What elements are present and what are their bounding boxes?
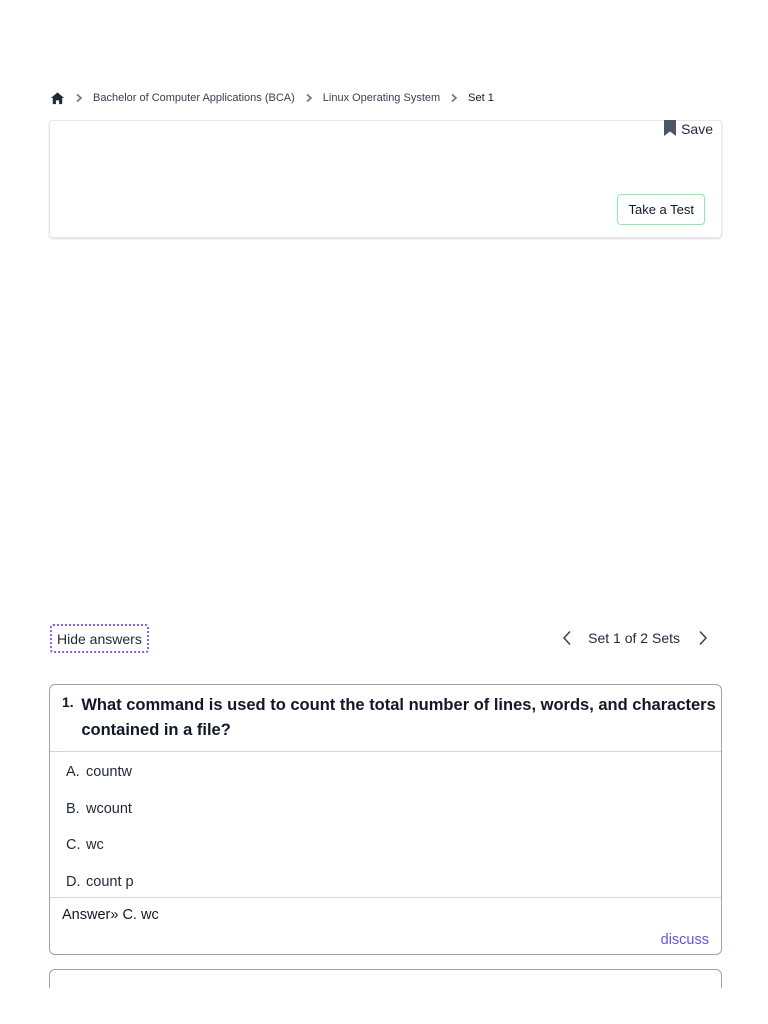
breadcrumb-item-linux-os[interactable]: Linux Operating System — [322, 92, 441, 104]
option-b[interactable] — [50, 791, 721, 828]
options-list — [50, 752, 721, 898]
chevron-right-icon[interactable] — [696, 629, 710, 647]
bookmark-icon — [663, 120, 677, 139]
home-icon[interactable] — [50, 91, 65, 106]
question-number: 1. — [62, 694, 74, 710]
chevron-right-icon — [301, 90, 317, 106]
breadcrumb — [50, 89, 494, 107]
option-a[interactable] — [50, 754, 721, 791]
take-test-button[interactable]: Take a Test — [617, 194, 705, 225]
option-letter: D. — [66, 873, 81, 890]
option-letter: B. — [66, 800, 80, 817]
question-text: What command is used to count the total number of lines, words, and characters contained in a file? — [81, 696, 716, 739]
set-navigation — [560, 626, 710, 650]
option-text: count p — [86, 873, 134, 890]
option-d[interactable] — [50, 864, 721, 901]
set-indicator: Set 1 of 2 Sets — [588, 630, 680, 646]
discuss-link[interactable]: discuss — [660, 932, 709, 948]
question-card — [49, 684, 722, 955]
option-letter: A. — [66, 764, 80, 781]
option-text: wc — [86, 837, 104, 854]
option-letter: C. — [66, 837, 81, 854]
hide-answers-button[interactable]: Hide answers — [50, 624, 149, 653]
answer-text: Answer» C. wc — [62, 907, 159, 923]
chevron-right-icon — [446, 90, 462, 106]
option-text: countw — [86, 764, 132, 781]
chevron-right-icon — [71, 90, 87, 106]
question-header — [50, 685, 721, 752]
save-button[interactable] — [663, 121, 713, 137]
option-c[interactable] — [50, 827, 721, 864]
option-text: wcount — [86, 800, 132, 817]
page-bottom — [0, 988, 768, 1024]
chevron-left-icon[interactable] — [560, 629, 574, 647]
set-header-card — [49, 120, 722, 238]
breadcrumb-item-bca[interactable]: Bachelor of Computer Applications (BCA) — [93, 92, 295, 104]
save-label: Save — [681, 121, 713, 137]
breadcrumb-item-current: Set 1 — [468, 92, 494, 104]
